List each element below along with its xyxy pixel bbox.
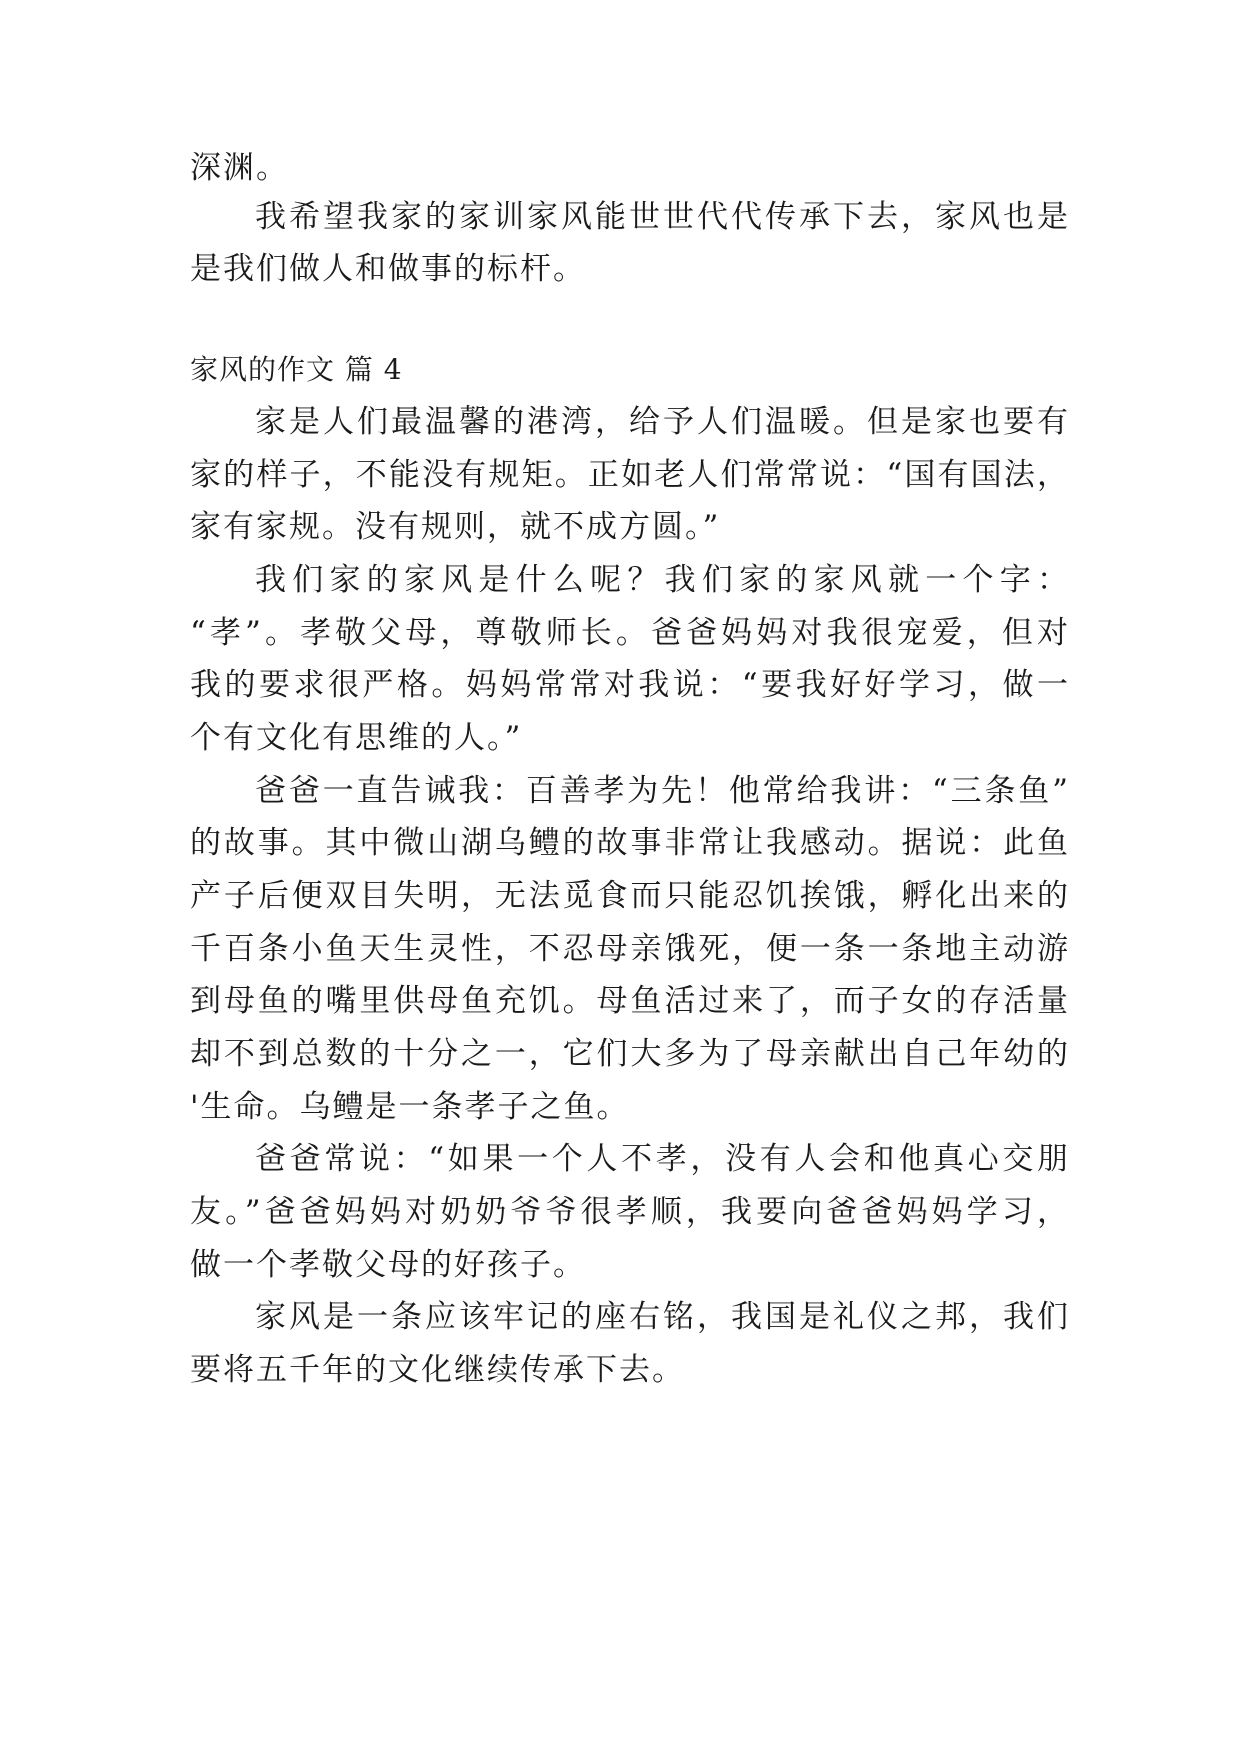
text-line: 我希望我家的家训家风能世世代代传承下去，家风也是 — [255, 199, 1070, 235]
section-heading: 家风的作文 篇 4 — [190, 353, 403, 386]
text-line: 爸爸常说：“如果一个人不孝，没有人会和他真心交朋 — [255, 1141, 1070, 1177]
text-line: 产子后便双目失明，无法觅食而只能忍饥挨饿，孵化出来的 — [190, 878, 1070, 914]
text-line: 千百条小鱼天生灵性，不忍母亲饿死，便一条一条地主动游 — [190, 931, 1070, 967]
text-line: 家风是一条应该牢记的座右铭，我国是礼仪之邦，我们 — [255, 1299, 1070, 1335]
text-line: '生命。乌鳢是一条孝子之鱼。 — [190, 1089, 630, 1125]
text-line: 友。”爸爸妈妈对奶奶爷爷很孝顺，我要向爸爸妈妈学习， — [190, 1194, 1070, 1230]
text-line: 要将五千年的文化继续传承下去。 — [190, 1352, 685, 1388]
text-line: 却不到总数的十分之一，它们大多为了母亲献出自己年幼的 — [190, 1036, 1070, 1072]
text-line: 到母鱼的嘴里供母鱼充饥。母鱼活过来了，而子女的存活量 — [190, 983, 1070, 1019]
text-line: 是我们做人和做事的标杆。 — [190, 251, 586, 287]
text-line: 做一个孝敬父母的好孩子。 — [190, 1247, 586, 1283]
text-line: 家有家规。没有规则，就不成方圆。” — [190, 509, 721, 545]
text-line: 深渊。 — [190, 150, 289, 186]
text-line: 我的要求很严格。妈妈常常对我说：“要我好好学习，做一 — [190, 667, 1070, 703]
text-line: 家的样子，不能没有规矩。正如老人们常常说：“国有国法， — [190, 457, 1070, 493]
text-line: “孝”。孝敬父母，尊敬师长。爸爸妈妈对我很宠爱，但对 — [190, 615, 1070, 651]
text-line: 爸爸一直告诫我：百善孝为先！他常给我讲：“三条鱼” — [255, 773, 1070, 809]
text-line: 我们家的家风是什么呢？我们家的家风就一个字： — [255, 562, 1070, 598]
text-line: 个有文化有思维的人。” — [190, 720, 523, 756]
text-line: 的故事。其中微山湖乌鳢的故事非常让我感动。据说：此鱼 — [190, 825, 1070, 861]
text-line: 家是人们最温馨的港湾，给予人们温暖。但是家也要有 — [255, 404, 1070, 440]
